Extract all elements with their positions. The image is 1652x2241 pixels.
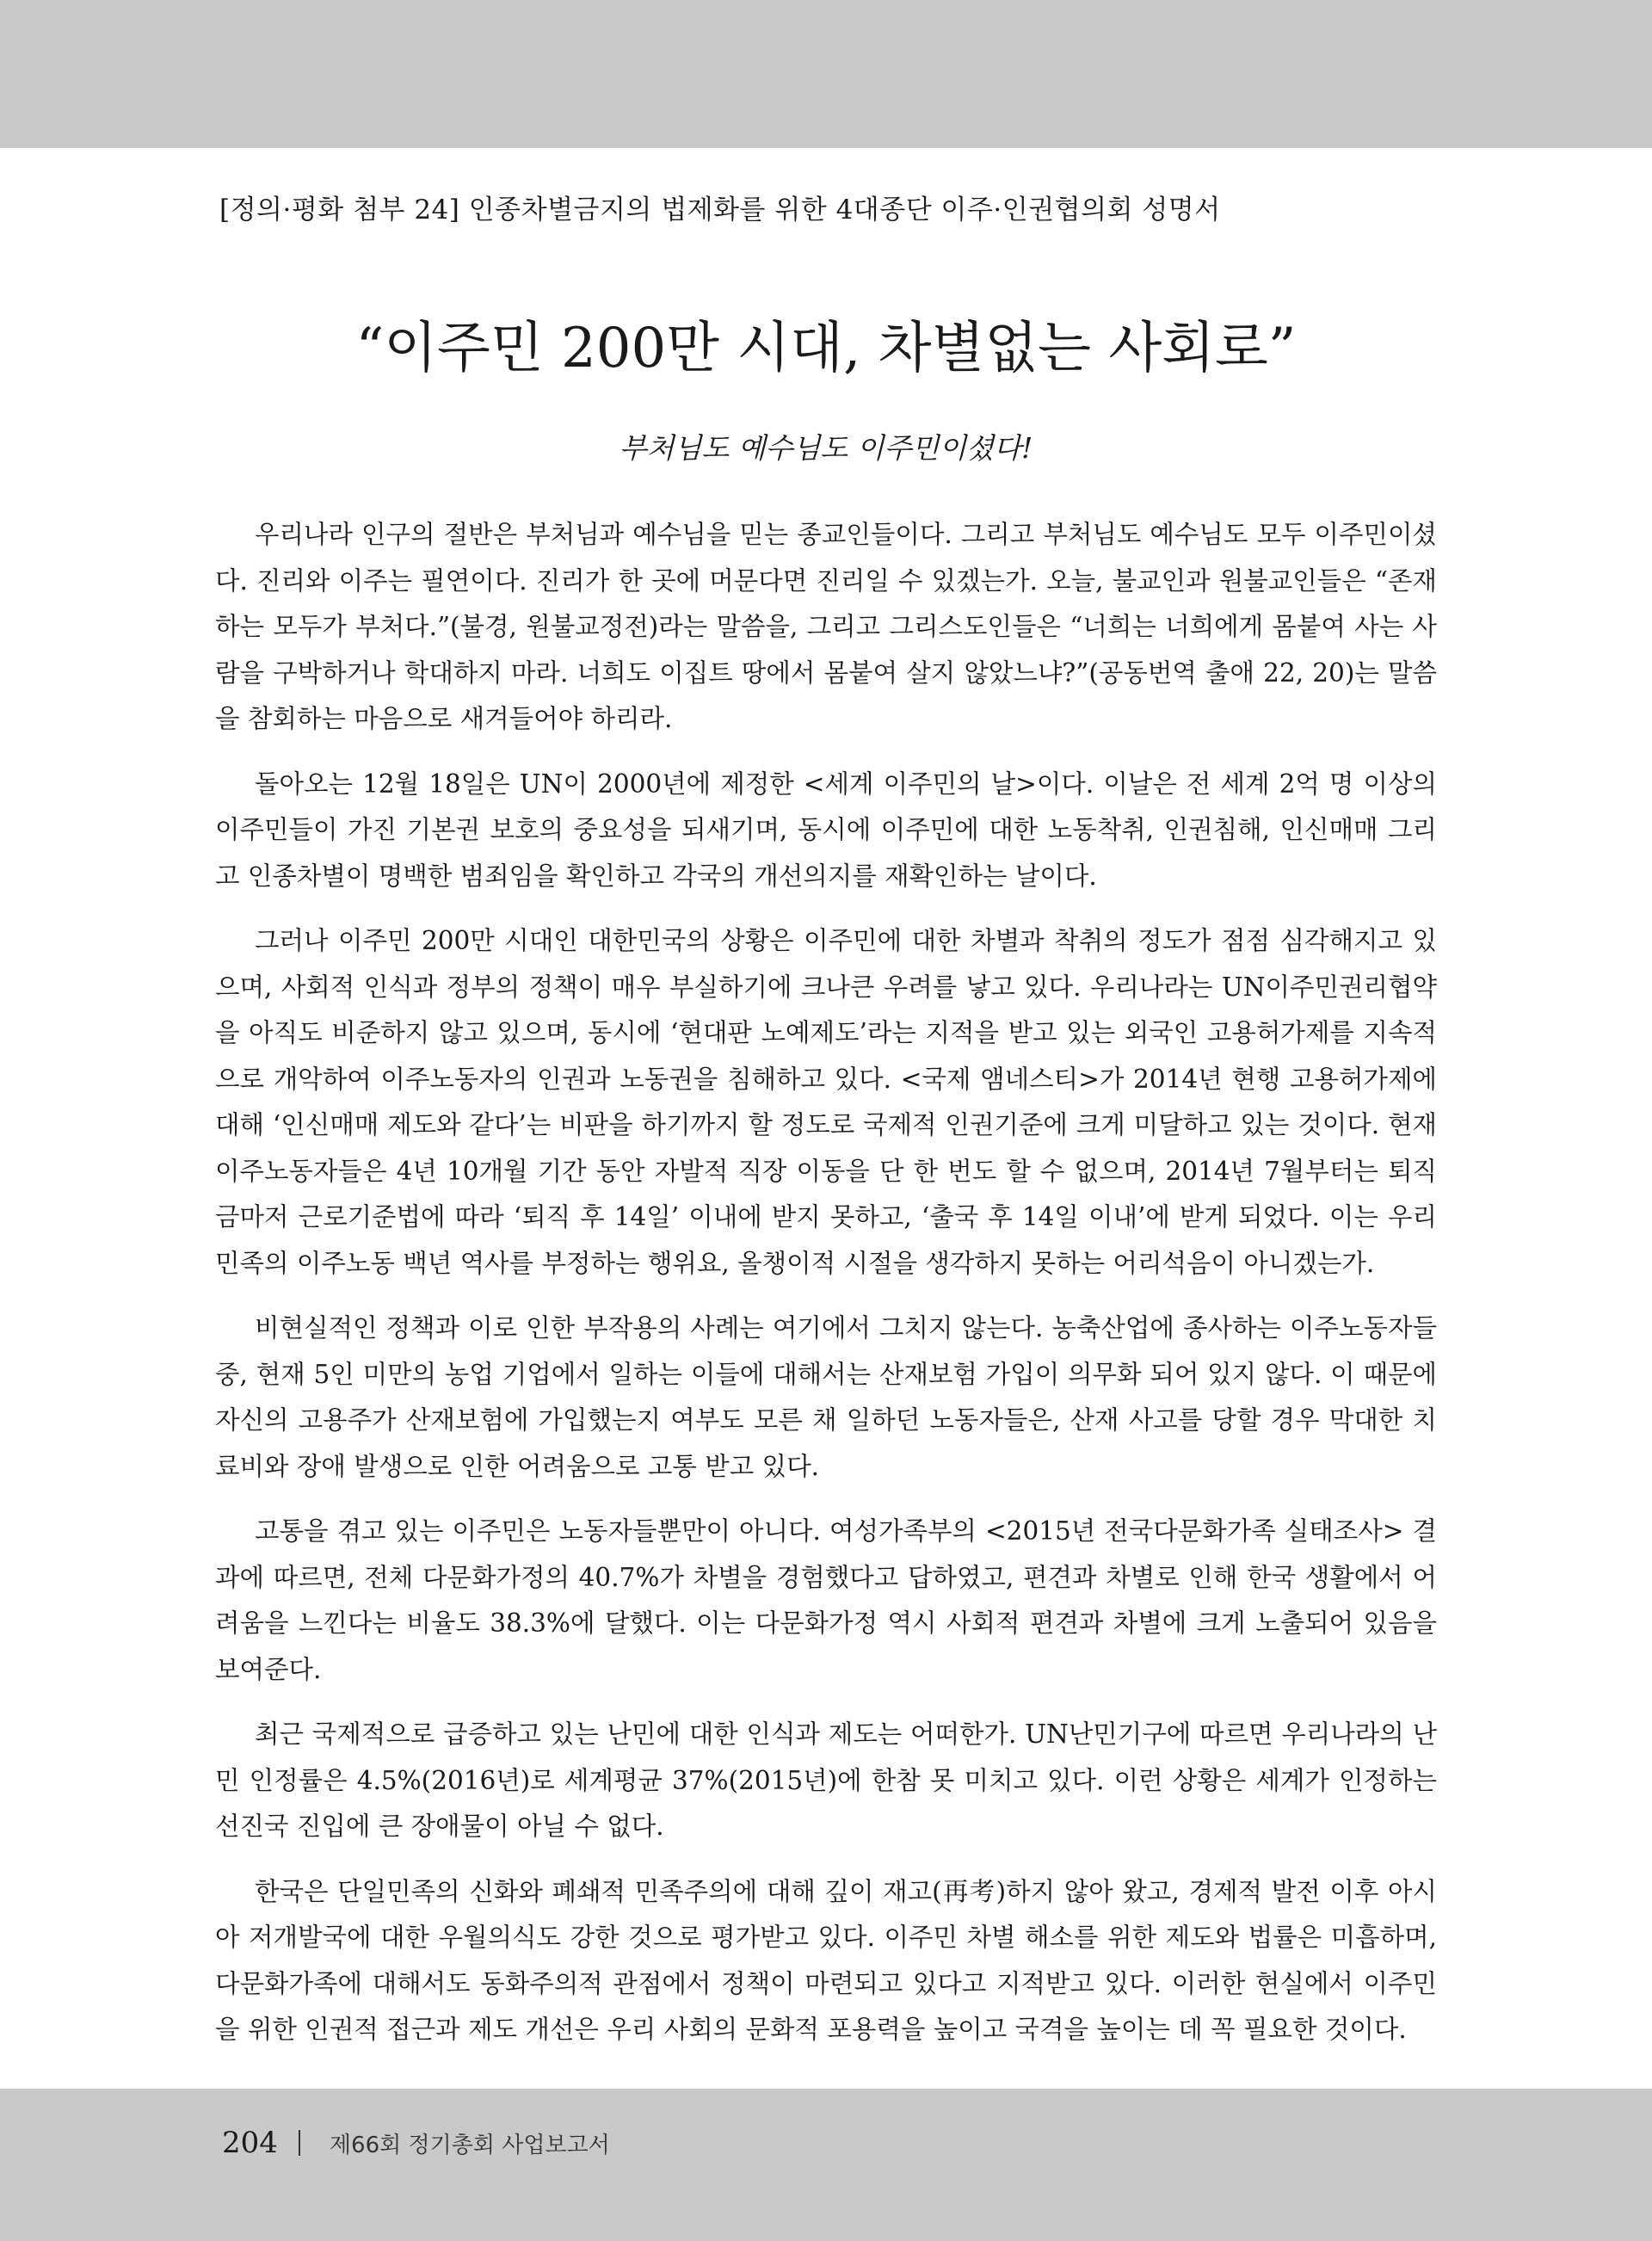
document-label: [정의·평화 첨부 24] 인종차별금지의 법제화를 위한 4대종단 이주·인권협의회 성명서 [219, 194, 1221, 225]
paragraph: 돌아오는 12월 18일은 UN이 2000년에 제정한 <세계 이주민의 날>이다. 이날은 전 세계 2억 명 이상의 이주민들이 가진 기본권 보호의 중요성을 되새기며, 동시에 이주민에 대한 노동착취, 인권침해, 인신매매 그리고 인종차별이 명백한 범죄임을 확인하고 각국의 개선의지를 재확인하는 날이다. [215, 769, 1437, 891]
paragraph: 최근 국제적으로 급증하고 있는 난민에 대한 인식과 제도는 어떠한가. UN난민기구에 따르면 우리나라의 난민 인정률은 4.5%(2016년)로 세계평균 37%(2015년)에 한참 못 미치고 있다. 이런 상황은 세계가 인정하는 선진국 진입에 큰 장애물이 아닐 수 없다. [215, 1719, 1437, 1841]
paragraph: 우리나라 인구의 절반은 부처님과 예수님을 믿는 종교인들이다. 그리고 부처님도 예수님도 모두 이주민이셨다. 진리와 이주는 필연이다. 진리가 한 곳에 머문다면 진리일 수 있겠는가. 오늘, 불교인과 원불교인들은 “존재하는 모두가 부처다.”(불경, 원불교정전)라는 말씀을, 그리고 그리스도인들은 “너희는 너희에게 몸붙여 사는 사람을 구박하거나 학대하지 마라. 너희도 이집트 땅에서 몸붙여 살지 않았느냐?”(공동번역 출애 22, 20)는 말씀을 참회하는 마음으로 새겨들어야 하리라. [215, 520, 1437, 733]
paragraph: 한국은 단일민족의 신화와 폐쇄적 민족주의에 대해 깊이 재고(再考)하지 않아 왔고, 경제적 발전 이후 아시아 저개발국에 대한 우월의식도 강한 것으로 평가받고 있다. 이주민 차별 해소를 위한 제도와 법률은 미흡하며, 다문화가족에 대해서도 동화주의적 관점에서 정책이 마련되고 있다고 지적받고 있다. 이러한 현실에서 이주민을 위한 인권적 접근과 제도 개선은 우리 사회의 문화적 포용력을 높이고 국격을 높이는 데 꼭 필요한 것이다. [215, 1876, 1437, 2044]
paragraph: 비현실적인 정책과 이로 인한 부작용의 사례는 여기에서 그치지 않는다. 농축산업에 종사하는 이주노동자들 중, 현재 5인 미만의 농업 기업에서 일하는 이들에 대해서는 산재보험 가입이 의무화 되어 있지 않다. 이 때문에 자신의 고용주가 산재보험에 가입했는지 여부도 모른 채 일하던 노동자들은, 산재 사고를 당할 경우 막대한 치료비와 장애 발생으로 인한 어려움으로 고통 받고 있다. [215, 1313, 1437, 1481]
footer-band [0, 2089, 1652, 2241]
article-body [215, 512, 1437, 2072]
subtitle: 부처님도 예수님도 이주민이셨다! [619, 431, 1033, 465]
report-title: 제66회 정기총회 사업보고서 [329, 2132, 610, 2158]
paragraph: 고통을 겪고 있는 이주민은 노동자들뿐만이 아니다. 여성가족부의 <2015년 전국다문화가족 실태조사> 결과에 따르면, 전체 다문화가정의 40.7%가 차별을 경험했다고 답하였고, 편견과 차별로 인해 한국 생활에서 어려움을 느낀다는 비율도 38.3%에 달했다. 이는 다문화가정 역시 사회적 편견과 차별에 크게 노출되어 있음을 보여준다. [215, 1516, 1437, 1684]
paragraph: 그러나 이주민 200만 시대인 대한민국의 상황은 이주민에 대한 차별과 착취의 정도가 점점 심각해지고 있으며, 사회적 인식과 정부의 정책이 매우 부실하기에 크나큰 우려를 낳고 있다. 우리나라는 UN이주민권리협약을 아직도 비준하지 않고 있으며, 동시에 ‘현대판 노예제도’라는 지적을 받고 있는 외국인 고용허가제를 지속적으로 개악하여 이주노동자의 인권과 노동권을 침해하고 있다. <국제 앰네스티>가 2014년 현행 고용허가제에 대해 ‘인신매매 제도와 같다’는 비판을 하기까지 할 정도로 국제적 인권기준에 크게 미달하고 있는 것이다. 현재 이주노동자들은 4년 10개월 기간 동안 자발적 직장 이동을 단 한 번도 할 수 없으며, 2014년 7월부터는 퇴직금마저 근로기준법에 따라 ‘퇴직 후 14일’ 이내에 받지 못하고, ‘출국 후 14일 이내’에 받게 되었다. 이는 우리 민족의 이주노동 백년 역사를 부정하는 행위요, 올챙이적 시절을 생각하지 못하는 어리석음이 아니겠는가. [215, 926, 1437, 1278]
page-number: 204 [222, 2126, 278, 2160]
header-band [0, 0, 1652, 148]
footer-divider [299, 2130, 300, 2156]
page-footer [222, 2126, 610, 2160]
page-title: “이주민 200만 시대, 차별없는 사회로” [355, 317, 1297, 380]
